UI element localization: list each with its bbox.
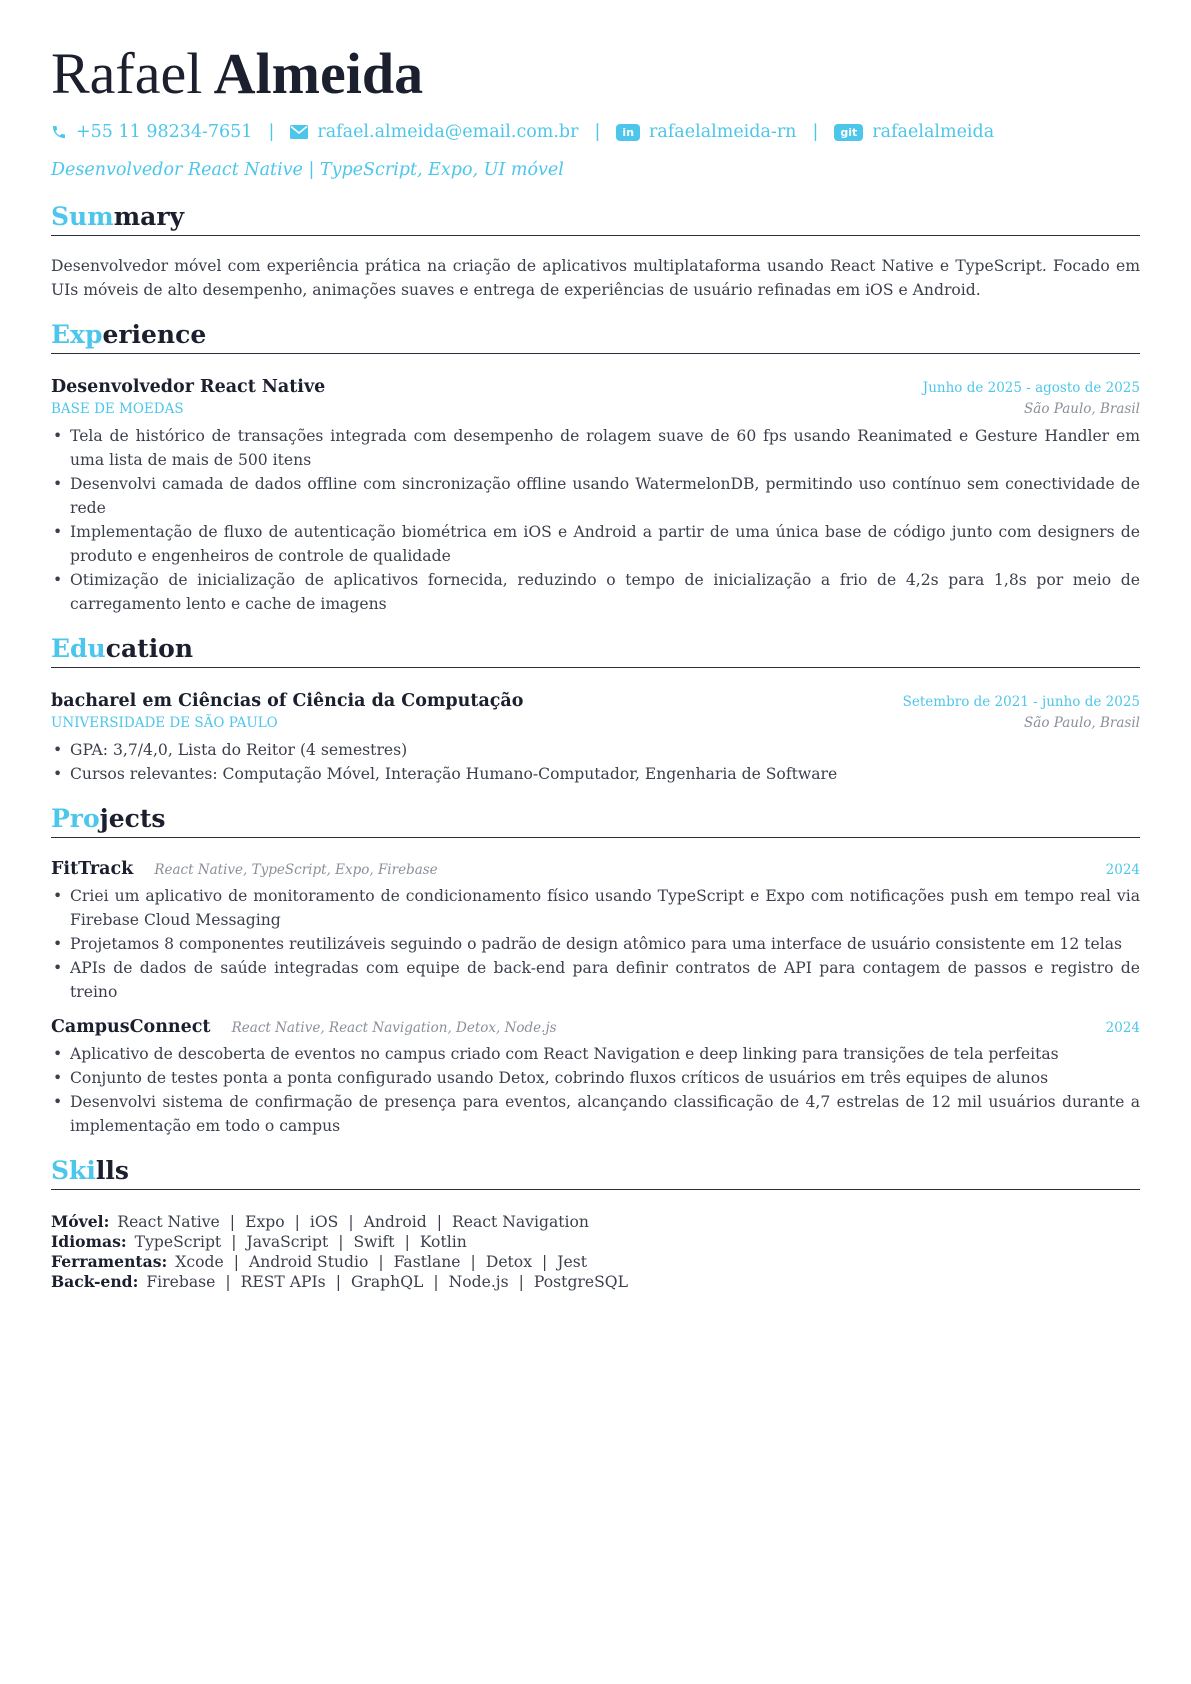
list-item: • Desenvolvi sistema de confirmação de presença para eventos, alcançando classificação de 4,7 estrelas de 12 mil usuários durante a implementação em todo o campus bbox=[51, 1090, 1140, 1138]
contact-separator: | bbox=[594, 122, 601, 142]
project-tech: React Native, React Navigation, Detox, Node.js bbox=[231, 1020, 557, 1036]
list-item: • GPA: 3,7/4,0, Lista do Reitor (4 semestres) bbox=[51, 738, 1140, 762]
linkedin-handle: rafaelalmeida-rn bbox=[649, 122, 797, 142]
school-location: São Paulo, Brasil bbox=[1024, 715, 1140, 731]
skill-row bbox=[51, 1252, 1140, 1272]
skill-item: React Native bbox=[117, 1213, 220, 1231]
list-item: • Conjunto de testes ponta a ponta configurado usando Detox, cobrindo fluxos críticos de usuários em três equipes de alunos bbox=[51, 1066, 1140, 1090]
skill-item: Kotlin bbox=[419, 1233, 467, 1251]
experience-section bbox=[51, 318, 1140, 616]
education-bullets bbox=[51, 738, 1140, 786]
skill-separator: | bbox=[542, 1253, 548, 1271]
contact-phone[interactable] bbox=[51, 122, 252, 142]
first-name: Rafael bbox=[51, 41, 203, 106]
skill-item: PostgreSQL bbox=[533, 1273, 628, 1291]
project-name: CampusConnect bbox=[51, 1017, 211, 1037]
contact-bar bbox=[51, 118, 1140, 146]
skill-separator: | bbox=[294, 1213, 300, 1231]
degree-title: bacharel em Ciências of Ciência da Computação bbox=[51, 691, 524, 711]
summary-text: Desenvolvedor móvel com experiência prática na criação de aplicativos multiplataforma usando React Native e TypeScript. Focado em UIs móveis de alto desempenho, animações suaves e entrega de experiências de usuário refinadas em iOS e Android. bbox=[51, 257, 1140, 299]
skill-separator: | bbox=[229, 1213, 236, 1231]
job-dates: Junho de 2025 - agosto de 2025 bbox=[922, 380, 1140, 396]
list-item: • Criei um aplicativo de monitoramento de condicionamento físico usando TypeScript e Expo com notificações push em tempo real via Firebase Cloud Messaging bbox=[51, 884, 1140, 932]
summary-section bbox=[51, 200, 1140, 302]
skill-category: Idiomas: bbox=[51, 1232, 127, 1251]
headline: Desenvolvedor React Native | TypeScript, Expo, UI móvel bbox=[51, 160, 564, 180]
job-location: São Paulo, Brasil bbox=[1024, 401, 1140, 417]
skill-separator: | bbox=[518, 1273, 524, 1291]
skill-item: iOS bbox=[309, 1213, 339, 1231]
github-handle: rafaelalmeida bbox=[872, 122, 995, 142]
project-entry bbox=[51, 1016, 1140, 1138]
skill-row bbox=[51, 1212, 1140, 1232]
mail-icon bbox=[290, 125, 308, 139]
skill-item: GraphQL bbox=[350, 1273, 424, 1291]
contact-separator: | bbox=[812, 122, 819, 142]
skill-item: Jest bbox=[557, 1253, 588, 1271]
section-title: Education bbox=[51, 632, 1140, 668]
section-title: Projects bbox=[51, 802, 1140, 838]
list-item: • Tela de histórico de transações integrada com desempenho de rolagem suave de 60 fps usando Reanimated e Gesture Handler em uma lista de mais de 500 itens bbox=[51, 424, 1140, 472]
skill-item: Xcode bbox=[175, 1253, 224, 1271]
company-name: BASE DE MOEDAS bbox=[51, 401, 184, 417]
education-section bbox=[51, 632, 1140, 786]
skill-separator: | bbox=[335, 1273, 341, 1291]
resume-name bbox=[51, 36, 1140, 112]
skill-separator: | bbox=[225, 1273, 231, 1291]
skill-item: Expo bbox=[245, 1213, 285, 1231]
project-name: FitTrack bbox=[51, 859, 134, 879]
linkedin-icon: in bbox=[616, 124, 640, 141]
skill-separator: | bbox=[436, 1213, 442, 1231]
list-item: • Projetamos 8 componentes reutilizáveis seguindo o padrão de design atômico para uma interface de usuário consistente em 12 telas bbox=[51, 932, 1140, 956]
skill-item: Fastlane bbox=[393, 1253, 461, 1271]
skill-item: Android Studio bbox=[248, 1253, 369, 1271]
skill-row bbox=[51, 1272, 1140, 1292]
skill-item: Swift bbox=[353, 1233, 395, 1251]
skill-item: Detox bbox=[485, 1253, 532, 1271]
phone-icon bbox=[51, 124, 67, 140]
skill-separator: | bbox=[233, 1253, 239, 1271]
list-item: • Cursos relevantes: Computação Móvel, Interação Humano-Computador, Engenharia de Software bbox=[51, 762, 1140, 786]
email-address: rafael.almeida@email.com.br bbox=[317, 122, 579, 142]
skill-separator: | bbox=[348, 1213, 354, 1231]
skill-separator: | bbox=[338, 1233, 344, 1251]
list-item: • Otimização de inicialização de aplicativos fornecida, reduzindo o tempo de inicialização a frio de 4,2s para 1,8s por meio de carregamento lento e cache de imagens bbox=[51, 568, 1140, 616]
skill-item: Firebase bbox=[146, 1273, 216, 1291]
list-item: • Aplicativo de descoberta de eventos no campus criado com React Navigation e deep linking para transições de tela perfeitas bbox=[51, 1042, 1140, 1066]
contact-separator: | bbox=[268, 122, 275, 142]
skill-item: Android bbox=[363, 1213, 427, 1231]
skill-category: Back-end: bbox=[51, 1272, 139, 1291]
skill-separator: | bbox=[470, 1253, 476, 1271]
project-tech: React Native, TypeScript, Expo, Firebase bbox=[154, 862, 438, 878]
project-bullets bbox=[51, 884, 1140, 1004]
skill-separator: | bbox=[433, 1273, 439, 1291]
projects-section bbox=[51, 802, 1140, 1138]
education-entry bbox=[51, 690, 1140, 786]
skill-category: Ferramentas: bbox=[51, 1252, 168, 1271]
education-dates: Setembro de 2021 - junho de 2025 bbox=[902, 694, 1140, 710]
skill-separator: | bbox=[404, 1233, 410, 1251]
project-entry bbox=[51, 858, 1140, 1004]
list-item: • APIs de dados de saúde integradas com equipe de back-end para definir contratos de API para contagem de passos e registro de treino bbox=[51, 956, 1140, 1004]
project-bullets bbox=[51, 1042, 1140, 1138]
skill-separator: | bbox=[378, 1253, 384, 1271]
skill-item: Node.js bbox=[448, 1273, 509, 1291]
skill-item: JavaScript bbox=[246, 1233, 329, 1251]
skill-separator: | bbox=[231, 1233, 237, 1251]
phone-number: +55 11 98234-7651 bbox=[76, 122, 253, 142]
school-name: UNIVERSIDADE DE SÃO PAULO bbox=[51, 715, 278, 731]
skill-item: TypeScript bbox=[134, 1233, 222, 1251]
experience-entry bbox=[51, 376, 1140, 616]
skills-list bbox=[51, 1212, 1140, 1292]
skill-category: Móvel: bbox=[51, 1212, 110, 1231]
section-title: Summary bbox=[51, 200, 1140, 236]
section-title: Experience bbox=[51, 318, 1140, 354]
github-icon: git bbox=[834, 124, 863, 141]
job-bullets bbox=[51, 424, 1140, 616]
skill-item: React Navigation bbox=[452, 1213, 589, 1231]
skill-item: REST APIs bbox=[240, 1273, 326, 1291]
section-title: Skills bbox=[51, 1154, 1140, 1190]
skill-row bbox=[51, 1232, 1140, 1252]
last-name: Almeida bbox=[213, 41, 424, 106]
skills-section bbox=[51, 1154, 1140, 1292]
project-year: 2024 bbox=[1105, 1020, 1140, 1036]
contact-email[interactable] bbox=[290, 122, 578, 142]
contact-github[interactable] bbox=[834, 122, 994, 142]
project-year: 2024 bbox=[1105, 862, 1140, 878]
list-item: • Implementação de fluxo de autenticação biométrica em iOS e Android a partir de uma única base de código junto com designers de produto e engenheiros de controle de qualidade bbox=[51, 520, 1140, 568]
job-title: Desenvolvedor React Native bbox=[51, 377, 326, 397]
list-item: • Desenvolvi camada de dados offline com sincronização offline usando WatermelonDB, permitindo uso contínuo sem conectividade de rede bbox=[51, 472, 1140, 520]
contact-linkedin[interactable] bbox=[616, 122, 796, 142]
